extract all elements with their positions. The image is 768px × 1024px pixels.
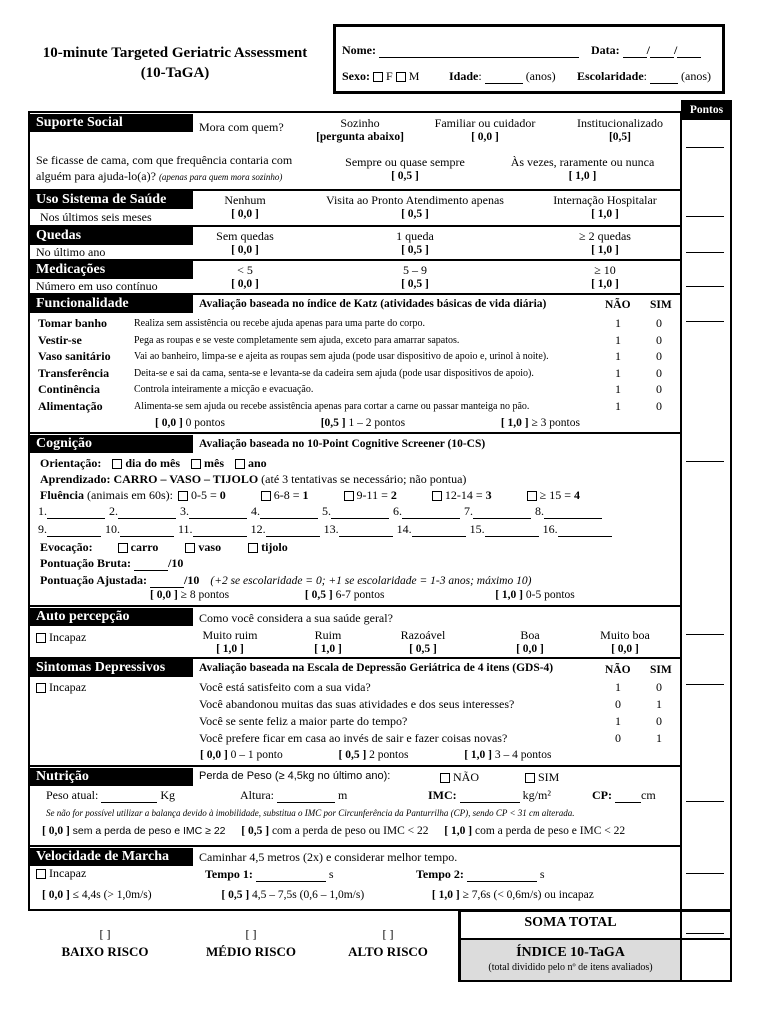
fluency-answer-field[interactable]: [339, 524, 393, 537]
points-divider: [680, 111, 682, 982]
adj-score-field[interactable]: [150, 575, 184, 588]
fluency-answer-field[interactable]: [189, 506, 247, 519]
falls-opt-two[interactable]: ≥ 2 quedas [ 1,0 ]: [579, 229, 631, 256]
date-day-field[interactable]: [623, 45, 647, 58]
fluency-answer-number: 16.: [542, 522, 558, 536]
self-option[interactable]: [190, 628, 270, 655]
func-item-yes[interactable]: 0: [656, 398, 662, 413]
nut-imc: IMC: kg/m²: [428, 788, 551, 802]
dep-item-yes[interactable]: 1: [656, 697, 662, 711]
self-option-score: [ 0,5 ]: [409, 643, 437, 655]
health-opt-er[interactable]: Visita ao Pronto Atendimento apenas [ 0,5 ]: [326, 193, 504, 220]
dep-item-no[interactable]: 1: [615, 680, 621, 694]
falls-opt-one[interactable]: 1 queda [ 0,5 ]: [396, 229, 434, 256]
section-func-title: Funcionalidade: [30, 295, 193, 313]
fluency-answer-field[interactable]: [47, 506, 105, 519]
fluency-answer[interactable]: [178, 522, 247, 537]
fluency-answer[interactable]: [324, 522, 393, 537]
cog-orientation: Orientação: dia do mês mês ano: [40, 456, 267, 470]
gait-incapaz[interactable]: Incapaz: [36, 866, 86, 881]
fluency-answer-field[interactable]: [260, 506, 318, 519]
meds-opt-high[interactable]: ≥ 10 [ 1,0 ]: [591, 263, 619, 290]
dep-item-question: Você está satisfeito com a sua vida?: [199, 680, 371, 694]
self-incapaz-checkbox[interactable]: [36, 633, 46, 643]
fluency-answer-field[interactable]: [473, 506, 531, 519]
social-opt-institution[interactable]: Institucionalizado [0,5]: [577, 116, 663, 143]
func-item-no[interactable]: 1: [615, 365, 621, 380]
age-field[interactable]: [485, 71, 523, 84]
form-title: 10-minute Targeted Geriatric Assessment: [42, 45, 308, 61]
frame-right: [730, 111, 732, 982]
dep-incapaz[interactable]: Incapaz: [36, 680, 86, 695]
health-opt-none[interactable]: Nenhum [ 0,0 ]: [224, 193, 266, 220]
dep-item-question: Você se sente feliz a maior parte do tempo?: [199, 714, 408, 728]
fluency-answer-number: 7.: [464, 504, 473, 518]
divider: [28, 909, 460, 911]
func-item-no[interactable]: 1: [615, 398, 621, 413]
fluency-answer-number: 11.: [178, 522, 193, 536]
self-option-label: Razoável: [400, 628, 446, 642]
dep-item-no[interactable]: 0: [615, 697, 621, 711]
social-q1: Mora com quem?: [199, 120, 284, 134]
frame-top: [28, 111, 681, 113]
fluency-answer-field[interactable]: [120, 524, 174, 537]
cog-desc: Avaliação baseada no 10-Point Cognitive Screener (10-CS): [199, 438, 486, 450]
fluency-answer-number: 10.: [105, 522, 120, 536]
mid-risk[interactable]: [ ] MÉDIO RISCO: [206, 927, 296, 959]
fluency-answer-field[interactable]: [412, 524, 466, 537]
dep-incapaz-checkbox[interactable]: [36, 683, 46, 693]
func-item-yes[interactable]: 0: [656, 332, 662, 347]
func-points-field[interactable]: [686, 320, 724, 322]
self-option-score: [ 1,0 ]: [216, 643, 244, 655]
dep-col-yes: SIM: [650, 664, 672, 676]
func-desc: Avaliação baseada no índice de Katz (atividades básicas de vida diária): [199, 298, 547, 310]
fluency-answer[interactable]: [109, 504, 176, 519]
nut-points-field[interactable]: [686, 800, 724, 802]
date-label: Data: / /: [591, 43, 701, 58]
fluency-answer[interactable]: [397, 522, 466, 537]
dep-item-yes[interactable]: 0: [656, 714, 662, 728]
func-item-text: Vai ao banheiro, limpa-se e ajeita as roupas sem ajuda (pode usar dispositivo de apoio e, urinol à noite).: [134, 351, 549, 362]
falls-points-field[interactable]: [686, 251, 724, 253]
self-incapaz[interactable]: Incapaz: [36, 630, 86, 645]
self-option-score: [ 0,0 ]: [611, 643, 639, 655]
orient-year-checkbox[interactable]: [235, 459, 245, 469]
nut-score-row: [ 0,0 ] sem a perda de peso e IMC ≥ 22 [ 0,5 ] com a perda de peso ou IMC < 22 [ 1,0 ] com a perda de peso e IMC < 22: [42, 825, 626, 837]
cog-points-field[interactable]: [686, 460, 724, 462]
nut-weight: Peso atual: Kg: [46, 788, 175, 802]
sex-f-checkbox[interactable]: [373, 72, 383, 82]
fluency-answer-number: 12.: [250, 522, 266, 536]
date-month-field[interactable]: [650, 45, 674, 58]
fluency-0-checkbox[interactable]: [178, 491, 188, 501]
fluency-answer-field[interactable]: [331, 506, 389, 519]
self-option[interactable]: [383, 628, 463, 655]
social-points-field[interactable]: [686, 146, 724, 148]
fluency-answer-number: 8.: [535, 504, 544, 518]
func-item-name: Vaso sanitário: [38, 349, 111, 363]
fluency-1-checkbox[interactable]: [261, 491, 271, 501]
func-item-no[interactable]: 1: [615, 316, 621, 330]
gait-desc: Caminhar 4,5 metros (2x) e considerar melhor tempo.: [199, 850, 458, 864]
gait-incapaz-checkbox[interactable]: [36, 869, 46, 879]
fluency-answer-field[interactable]: [118, 506, 176, 519]
dep-item-no[interactable]: 1: [615, 714, 621, 728]
social-opt-alone[interactable]: Sozinho [pergunta abaixo]: [316, 116, 404, 143]
fluency-answer[interactable]: [251, 504, 318, 519]
index-label: ÍNDICE 10-TaGA: [516, 945, 625, 960]
func-item-name: Tomar banho: [38, 316, 108, 330]
self-option-label: Ruim: [314, 628, 342, 642]
social-opt-family[interactable]: Familiar ou cuidador [ 0,0 ]: [434, 116, 536, 143]
total-points-field[interactable]: [686, 932, 724, 934]
social-q2-line2: alguém para ajuda-lo(a)? (apenas para quem mora sozinho): [36, 169, 283, 183]
orient-month-checkbox[interactable]: [191, 459, 201, 469]
fluency-answer[interactable]: [180, 504, 247, 519]
sex-m-checkbox[interactable]: [396, 72, 406, 82]
fluency-answer[interactable]: [251, 522, 320, 537]
func-col-no: NÃO: [605, 299, 631, 311]
fluency-3-checkbox[interactable]: [432, 491, 442, 501]
section-health-title: Uso Sistema de Saúde: [30, 191, 193, 209]
self-question: Como você considera a sua saúde geral?: [199, 611, 393, 625]
social-opt-sometimes[interactable]: Às vezes, raramente ou nunca [ 1,0 ]: [510, 155, 655, 182]
func-score-row: [ 0,0 ] 0 pontos [0,5 ] 1 – 2 pontos [ 1,0 ] ≥ 3 pontos: [155, 417, 580, 429]
fluency-answer[interactable]: [535, 504, 602, 519]
fluency-answer[interactable]: [38, 504, 105, 519]
nut-loss: Perda de Peso (≥ 4,5kg no último ano):: [199, 770, 391, 782]
recall-tijolo-checkbox[interactable]: [248, 543, 258, 553]
cog-learning: Aprendizado: CARRO – VASO – TIJOLO (até 3 tentativas se necessário; não pontua): [40, 472, 467, 486]
height-field[interactable]: [277, 790, 335, 803]
fluency-answer-field[interactable]: [544, 506, 602, 519]
func-item-no[interactable]: 1: [615, 349, 621, 363]
cog-fluency: Fluência (animais em 60s): 0-5 = 0 6-8 = 1 9-11 = 2 12-14 = 3 ≥ 15 = 4: [40, 488, 580, 502]
gait-time1: Tempo 1: s: [205, 867, 334, 881]
school-row: Escolaridade: (anos): [577, 69, 712, 83]
func-item-name: Vestir-se: [38, 332, 82, 347]
fluency-answer-number: 3.: [180, 504, 189, 518]
func-item-name: Transferência: [38, 365, 110, 380]
fluency-answers-row1: [38, 504, 606, 519]
cog-raw-score: Pontuação Bruta: /10: [40, 556, 184, 570]
fluency-answer-number: 1.: [38, 504, 47, 518]
index-cell: [461, 940, 680, 980]
patient-info-box: [333, 24, 725, 94]
fluency-answer-number: 14.: [396, 522, 412, 536]
points-header: Pontos: [681, 100, 732, 120]
dep-item-yes[interactable]: 1: [656, 731, 662, 745]
self-option-label: Boa: [520, 628, 540, 642]
meds-points-field[interactable]: [686, 285, 724, 287]
fluency-2-checkbox[interactable]: [344, 491, 354, 501]
fluency-answer[interactable]: [470, 522, 539, 537]
nut-no[interactable]: NÃO: [440, 770, 479, 785]
raw-score-field[interactable]: [134, 558, 168, 571]
section-falls-title: Quedas: [30, 227, 193, 245]
health-points-field[interactable]: [686, 215, 724, 217]
self-option-score: [ 0,0 ]: [516, 643, 544, 655]
dep-item-question: Você prefere ficar em casa ao invés de sair e fazer coisas novas?: [199, 731, 508, 745]
fluency-answer[interactable]: [322, 504, 389, 519]
low-risk[interactable]: [ ] BAIXO RISCO: [61, 927, 149, 959]
sex-row: Sexo: F M: [342, 69, 420, 83]
nut-height: Altura: m: [240, 788, 348, 802]
total-box-bottom: [458, 980, 732, 982]
divider: [28, 605, 681, 607]
health-opt-hosp[interactable]: Internação Hospitalar [ 1,0 ]: [553, 193, 657, 220]
section-gait-title: Velocidade de Marcha: [30, 848, 193, 866]
func-item-no[interactable]: 1: [615, 332, 621, 347]
orient-day-checkbox[interactable]: [112, 459, 122, 469]
dep-item-no[interactable]: 0: [615, 731, 621, 745]
fluency-answer[interactable]: [543, 522, 612, 537]
name-field[interactable]: [379, 45, 579, 58]
self-option-score: [ 1,0 ]: [314, 643, 342, 655]
time2-field[interactable]: [467, 869, 537, 882]
func-item-text: Realiza sem assistência ou recebe ajuda apenas para uma parte do corpo.: [134, 318, 425, 329]
date-year-field[interactable]: [677, 45, 701, 58]
func-item-yes[interactable]: 0: [656, 316, 662, 330]
fluency-answer-number: 13.: [323, 522, 339, 536]
age-row: Idade: (anos): [449, 69, 556, 83]
section-social-title: Suporte Social: [30, 114, 193, 132]
nut-no-checkbox[interactable]: [440, 773, 450, 783]
name-label: Nome:: [342, 43, 579, 58]
fluency-answer-field[interactable]: [558, 524, 612, 537]
fluency-answer-number: 6.: [393, 504, 402, 518]
dep-points-field[interactable]: [686, 683, 724, 685]
dep-score-row: [ 0,0 ] 0 – 1 ponto [ 0,5 ] 2 pontos [ 1,0 ] 3 – 4 pontos: [200, 749, 552, 761]
divider: [28, 432, 681, 434]
dep-item-question: Você abandonou muitas das suas atividades e dos seus interesses?: [199, 697, 515, 711]
section-nut-title: Nutrição: [30, 768, 193, 786]
fluency-answer[interactable]: [38, 522, 101, 537]
section-cog-title: Cognição: [30, 435, 193, 453]
weight-field[interactable]: [101, 790, 157, 803]
self-points-field[interactable]: [686, 633, 724, 635]
fluency-answer-field[interactable]: [47, 524, 101, 537]
fluency-answer-number: 2.: [109, 504, 118, 518]
falls-opt-none[interactable]: Sem quedas [ 0,0 ]: [216, 229, 274, 256]
high-risk[interactable]: [ ] ALTO RISCO: [348, 927, 428, 959]
section-dep-title: Sintomas Depressivos: [30, 659, 193, 677]
func-item-text: Pega as roupas e se veste completamente sem ajuda, exceto para amarrar sapatos.: [134, 334, 460, 346]
self-option[interactable]: [288, 628, 368, 655]
cog-adj-score: Pontuação Ajustada: /10 (+2 se escolaridade = 0; +1 se escolaridade = 1-3 anos; máximo 10): [40, 573, 532, 587]
self-option[interactable]: [585, 628, 665, 655]
fluency-answer-field[interactable]: [266, 524, 320, 537]
func-item-text: Deita-se e sai da cama, senta-se e levanta-se da cadeira sem ajuda (pode usar dispositivos de apoio).: [134, 367, 534, 379]
total-box-top: [458, 909, 732, 912]
nut-note: Se não for possível utilizar a balança devido à imobilidade, substitua o IMC por Circunferência da Panturrilha (CP), sendo CP < 31 cm alterada.: [46, 808, 575, 818]
section-self-title: Auto percepção: [30, 608, 193, 626]
gait-points-field[interactable]: [686, 872, 724, 874]
fluency-answer-number: 4.: [251, 504, 260, 518]
gait-time2: Tempo 2: s: [416, 867, 545, 881]
cp-field[interactable]: [615, 790, 641, 803]
func-item-text: Controla inteiramente a micção e evacuação.: [134, 384, 314, 395]
school-field[interactable]: [650, 71, 678, 84]
func-item-yes[interactable]: 0: [656, 349, 662, 363]
cog-recall: Evocação: carro vaso tijolo: [40, 540, 288, 554]
divider: [28, 765, 681, 767]
falls-sub: No último ano: [36, 245, 106, 259]
fluency-answer-number: 15.: [469, 522, 485, 536]
divider: [28, 845, 681, 847]
recall-vaso-checkbox[interactable]: [185, 543, 195, 553]
func-item-name: Alimentação: [38, 398, 103, 413]
social-opt-always[interactable]: Sempre ou quase sempre [ 0,5 ]: [345, 155, 465, 182]
self-option-label: Muito boa: [600, 628, 650, 642]
meds-sub: Número em uso contínuo: [36, 279, 158, 293]
fluency-answer-number: 9.: [38, 522, 47, 536]
fluency-4-checkbox[interactable]: [527, 491, 537, 501]
imc-field[interactable]: [460, 790, 520, 803]
nut-yes[interactable]: SIM: [525, 770, 559, 785]
time1-field[interactable]: [256, 869, 326, 882]
self-option[interactable]: [490, 628, 570, 655]
dep-col-no: NÃO: [605, 664, 631, 676]
fluency-answer-field[interactable]: [485, 524, 539, 537]
func-item-yes[interactable]: 0: [656, 365, 662, 380]
dep-desc: Avaliação baseada na Escala de Depressão Geriátrica de 4 itens (GDS-4): [199, 662, 554, 674]
func-item-name: Continência: [38, 382, 101, 396]
nut-cp: CP: cm: [592, 788, 656, 802]
dep-item-yes[interactable]: 0: [656, 680, 662, 694]
func-col-yes: SIM: [650, 299, 672, 311]
fluency-answer[interactable]: [105, 522, 174, 537]
health-sub: Nos últimos seis meses: [40, 210, 152, 224]
func-item-text: Alimenta-se sem ajuda ou recebe assistência apenas para cortar a carne ou passar manteiga no pão.: [134, 400, 530, 412]
cog-score-row: [ 0,0 ] ≥ 8 pontos [ 0,5 ] 6-7 pontos [ 1,0 ] 0-5 pontos: [150, 589, 575, 601]
index-sub: (total dividido pelo nº de itens avaliados): [488, 962, 653, 973]
fluency-answers-row2: [38, 522, 616, 537]
recall-carro-checkbox[interactable]: [118, 543, 128, 553]
meds-opt-mid[interactable]: 5 – 9 [ 0,5 ]: [401, 263, 429, 290]
func-item-yes[interactable]: 0: [656, 382, 662, 396]
func-item-no[interactable]: 1: [615, 382, 621, 396]
fluency-answer-field[interactable]: [193, 524, 247, 537]
fluency-answer[interactable]: [464, 504, 531, 519]
section-meds-title: Medicações: [30, 261, 193, 279]
nut-yes-checkbox[interactable]: [525, 773, 535, 783]
gait-score-row: [ 0,0 ] ≤ 4,4s (> 1,0m/s) [ 0,5 ] 4,5 – 7,5s (0,6 – 1,0m/s) [ 1,0 ] ≥ 7,6s (< 0,6m/s) ou incapaz: [42, 889, 594, 901]
fluency-answer-number: 5.: [322, 504, 331, 518]
meds-opt-low[interactable]: < 5 [ 0,0 ]: [231, 263, 259, 290]
form-subtitle: (10-TaGA): [140, 65, 210, 81]
total-label: SOMA TOTAL: [524, 915, 617, 930]
fluency-answer-field[interactable]: [402, 506, 460, 519]
self-option-label: Muito ruim: [202, 628, 258, 642]
social-q2: Se ficasse de cama, com que frequência contaria com: [36, 153, 293, 167]
fluency-answer[interactable]: [393, 504, 460, 519]
